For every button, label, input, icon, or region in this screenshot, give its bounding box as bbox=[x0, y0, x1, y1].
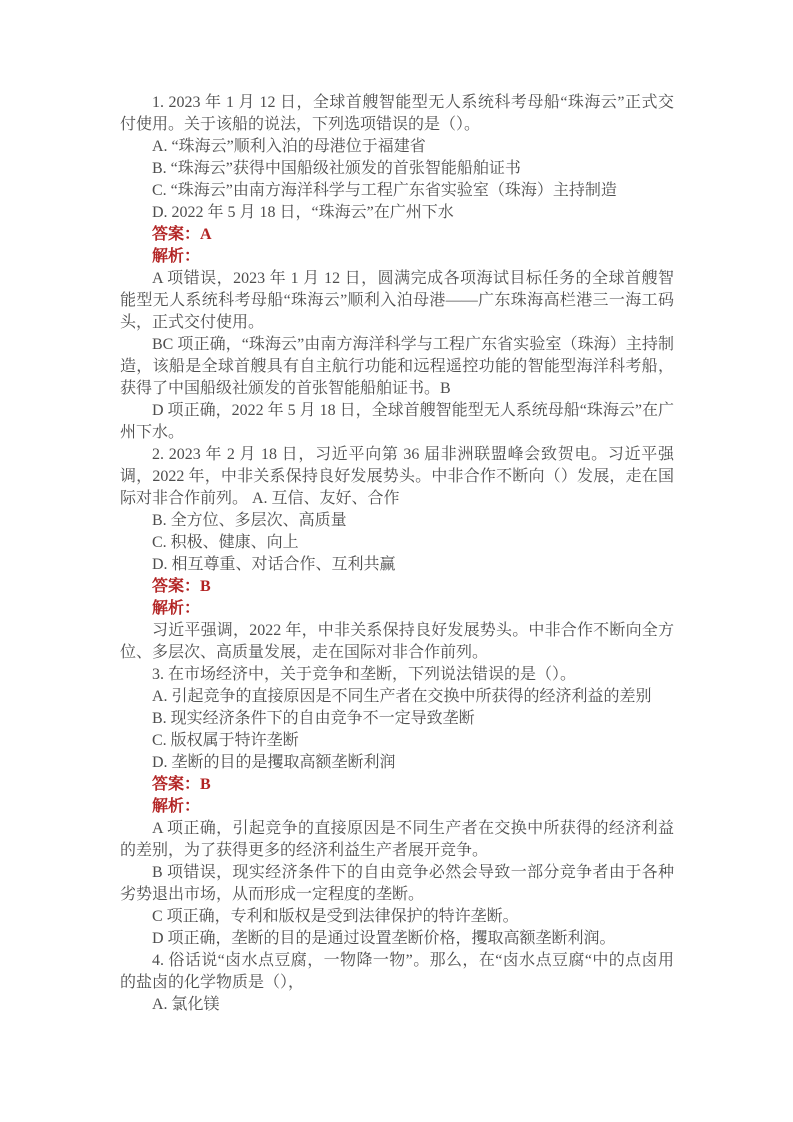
question-1-analysis-paragraph: A 项错误，2023 年 1 月 12 日，圆满完成各项海试目标任务的全球首艘智能型无人系统科考母船“珠海云”顺利入泊母港——广东珠海高栏港三一海工码头，正式交付使用。 bbox=[120, 270, 674, 331]
question-4-stem: 4. 俗话说“卤水点豆腐，一物降一物”。那么，在“卤水点豆腐“中的点卤用的盐卤的化学物质是（）， bbox=[120, 952, 674, 991]
question-4 bbox=[120, 950, 674, 1016]
question-2-answer: 答案：B bbox=[152, 578, 211, 595]
question-3-answer: 答案：B bbox=[152, 776, 211, 793]
question-1-option-c: C. “珠海云”由南方海洋科学与工程广东省实验室（珠海）主持制造 bbox=[152, 182, 617, 199]
question-2-option-b: B. 全方位、多层次、高质量 bbox=[152, 512, 347, 529]
document-content bbox=[120, 92, 674, 1016]
question-2-analysis-label: 解析： bbox=[152, 600, 201, 617]
question-3-option-a: A. 引起竞争的直接原因是不同生产者在交换中所获得的经济利益的差别 bbox=[152, 688, 652, 705]
question-3-analysis-paragraph: D 项正确，垄断的目的是通过设置垄断价格，攫取高额垄断利润。 bbox=[152, 930, 616, 947]
question-1-option-b: B. “珠海云”获得中国船级社颁发的首张智能船舶证书 bbox=[152, 160, 521, 177]
question-3-analysis-paragraph: A 项正确，引起竞争的直接原因是不同生产者在交换中所获得的经济利益的差别，为了获得更多的经济利益生产者展开竞争。 bbox=[120, 820, 674, 859]
question-3-option-d: D. 垄断的目的是攫取高额垄断利润 bbox=[152, 754, 396, 771]
question-2 bbox=[120, 444, 674, 664]
question-2-stem: 2. 2023 年 2 月 18 日，习近平向第 36 届非洲联盟峰会致贺电。习近平强调，2022 年，中非关系保持良好发展势头。中非合作不断向（）发展，走在国际对非合作前列。 A. 互信、友好、合作 bbox=[120, 446, 674, 507]
question-1-option-d: D. 2022 年 5 月 18 日，“珠海云”在广州下水 bbox=[152, 204, 454, 221]
question-3-option-c: C. 版权属于特许垄断 bbox=[152, 732, 299, 749]
question-3 bbox=[120, 664, 674, 950]
question-1-analysis-label: 解析： bbox=[152, 248, 201, 265]
question-3-stem: 3. 在市场经济中，关于竞争和垄断，下列说法错误的是（）。 bbox=[152, 666, 577, 683]
question-2-option-c: C. 积极、健康、向上 bbox=[152, 534, 299, 551]
question-2-option-d: D. 相互尊重、对话合作、互利共赢 bbox=[152, 556, 396, 573]
question-2-analysis-paragraph: 习近平强调，2022 年，中非关系保持良好发展势头。中非合作不断向全方位、多层次、高质量发展，走在国际对非合作前列。 bbox=[120, 622, 674, 661]
question-3-analysis-paragraph: B 项错误，现实经济条件下的自由竞争必然会导致一部分竞争者由于各种劣势退出市场，从而形成一定程度的垄断。 bbox=[120, 864, 674, 903]
question-3-option-b: B. 现实经济条件下的自由竞争不一定导致垄断 bbox=[152, 710, 475, 727]
question-1-answer: 答案：A bbox=[152, 226, 212, 243]
question-1-analysis-paragraph: D 项正确，2022 年 5 月 18 日，全球首艘智能型无人系统母船“珠海云”在广州下水。 bbox=[120, 402, 674, 441]
question-1-analysis-paragraph: BC 项正确，“珠海云”由南方海洋科学与工程广东省实验室（珠海）主持制造，该船是全球首艘具有自主航行功能和远程遥控功能的智能型海洋科考船，获得了中国船级社颁发的首张智能船舶证书。B bbox=[120, 336, 674, 397]
question-1-stem: 1. 2023 年 1 月 12 日，全球首艘智能型无人系统科考母船“珠海云”正式交付使用。关于该船的说法，下列选项错误的是（）。 bbox=[120, 94, 674, 133]
question-4-option-a: A. 氯化镁 bbox=[152, 996, 220, 1013]
question-3-analysis-paragraph: C 项正确，专利和版权是受到法律保护的特许垄断。 bbox=[152, 908, 519, 925]
question-1 bbox=[120, 92, 674, 444]
question-1-option-a: A. “珠海云”顺利入泊的母港位于福建省 bbox=[152, 138, 426, 155]
question-3-analysis-label: 解析： bbox=[152, 798, 201, 815]
